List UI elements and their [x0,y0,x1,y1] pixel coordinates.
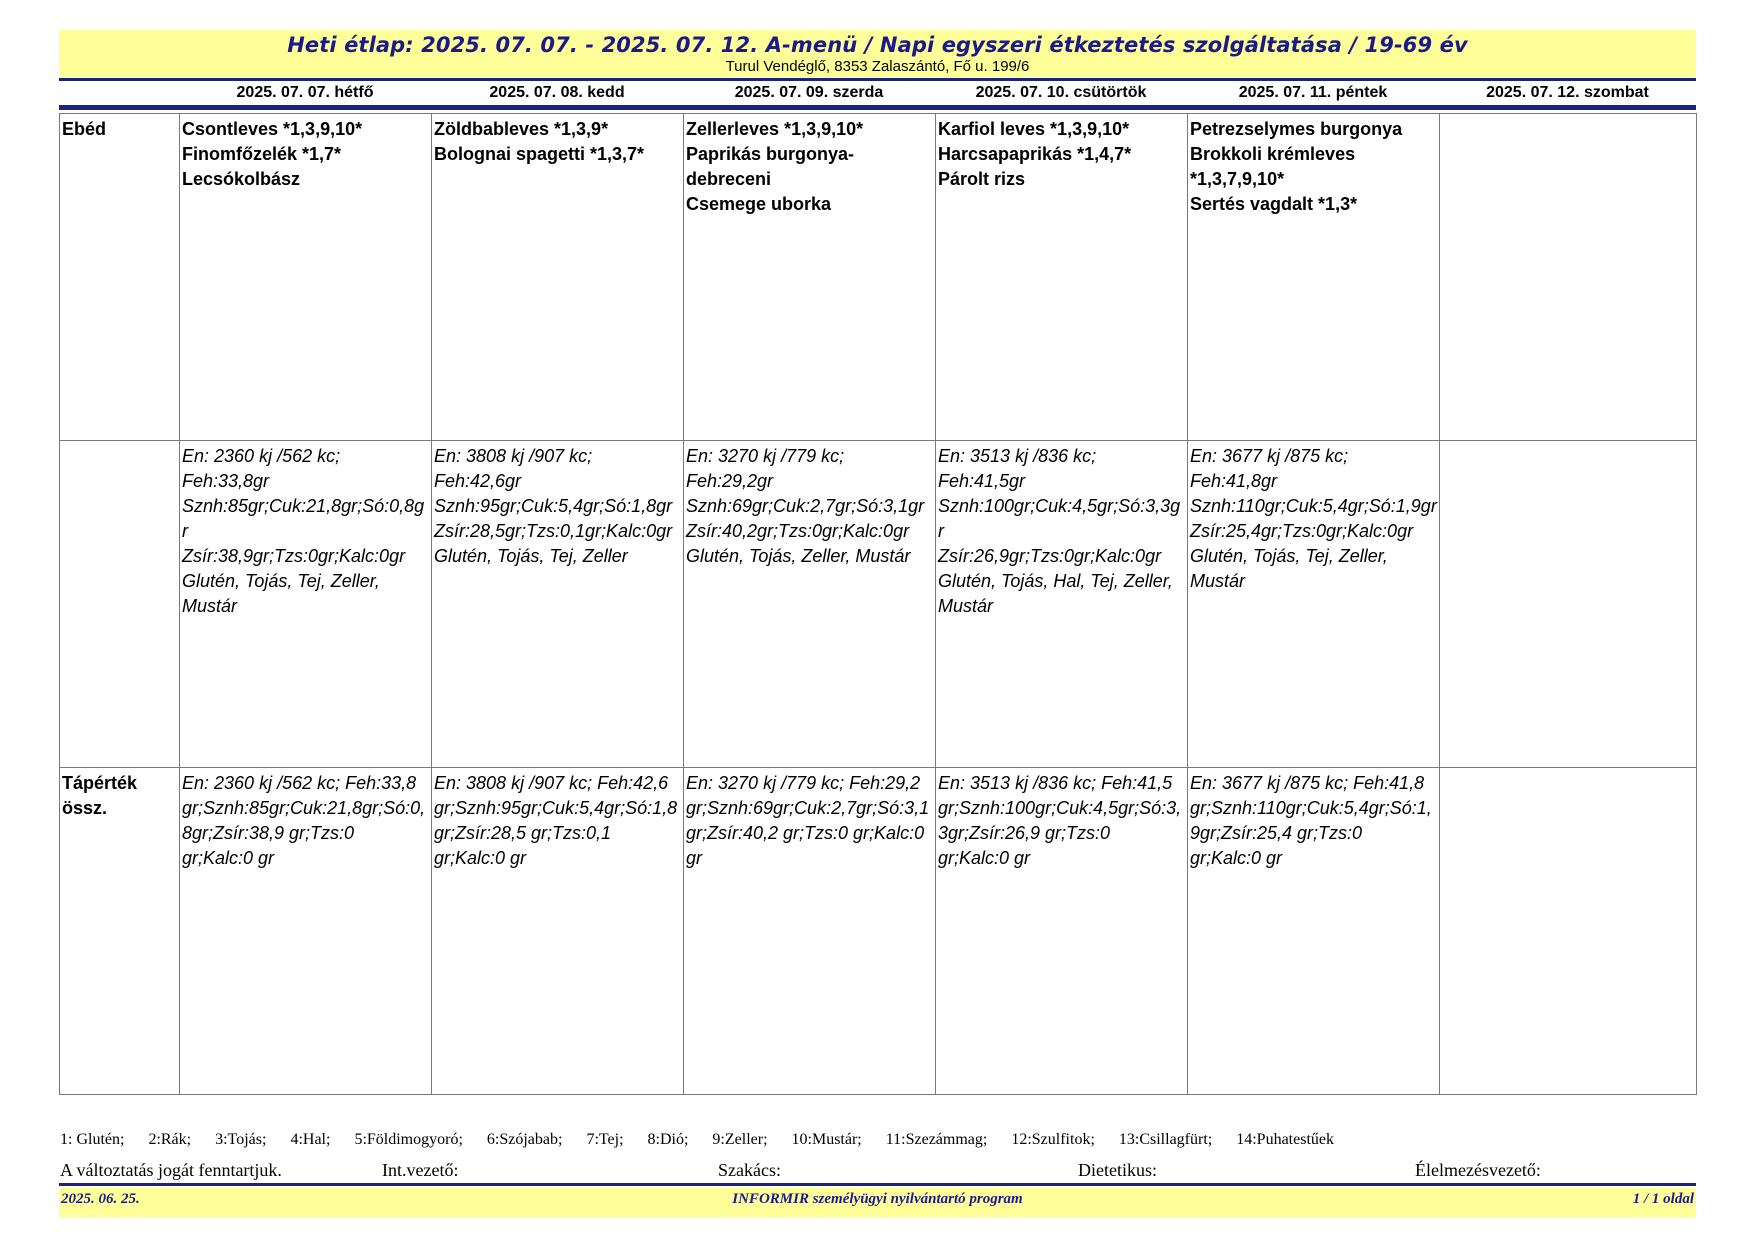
allergen-item: 1: Glutén; [60,1131,125,1148]
cell-line: Glutén, Tojás, Zeller, Mustár [686,546,911,566]
cell-line: En: 3270 kj /779 kc; Feh:29,2gr [686,446,845,491]
cell-line: En: 3677 kj /875 kc; Feh:41,8gr [1190,446,1349,491]
cell-line: En: 3513 kj /836 kc; Feh:41,5 gr;Sznh:100gr;Cuk:4,5gr;Só:3,3gr;Zsír:26,9 gr;Tzs:0 gr;Kalc:0 gr [938,773,1182,868]
dietitian-signature: Dietetikus: [1078,1160,1157,1180]
cell-line: Paprikás burgonya-debreceni [686,144,855,189]
signature-line [60,1160,1700,1182]
nutrition-cell-mon [180,441,432,768]
cell-line: En: 3677 kj /875 kc; Feh:41,8 gr;Sznh:110gr;Cuk:5,4gr;Só:1,9gr;Zsír:25,4 gr;Tzs:0 gr;Kalc:0 gr [1190,773,1432,868]
lunch-label: Ebéd [60,114,180,441]
totals-label [60,768,180,1095]
cell-line: Brokkoli krémleves *1,3,7,9,10* [1190,144,1356,189]
allergen-item: 5:Földimogyoró; [354,1131,463,1148]
menu-cell-sat [1440,114,1697,441]
catering-manager-signature: Élelmezésvezető: [1415,1160,1541,1180]
cell-line: En: 2360 kj /562 kc; Feh:33,8gr [182,446,341,491]
allergen-item: 7:Tej; [586,1131,624,1148]
lunch-row [60,114,1697,441]
day-header-wed: 2025. 07. 09. szerda [734,84,884,101]
day-header-sat: 2025. 07. 12. szombat [1486,84,1649,101]
cell-line: Glutén, Tojás, Tej, Zeller, Mustár [182,571,380,616]
cell-line: Harcsapaprikás *1,4,7* [938,144,1132,164]
nutrition-cell-thu [936,441,1188,768]
footer-program: INFORMIR személyügyi nyilvántartó program [732,1191,1023,1207]
day-header-tue: 2025. 07. 08. kedd [489,84,625,101]
allergen-item: 6:Szójabab; [486,1131,563,1148]
allergen-item: 3:Tojás; [215,1131,267,1148]
totals-label-line2: össz. [62,798,108,818]
cell-line: Párolt rizs [938,169,1026,189]
allergen-item: 4:Hal; [290,1131,331,1148]
nutrition-row [60,441,1697,768]
allergen-item: 11:Szezámmag; [885,1131,988,1148]
cell-line: Zellerleves *1,3,9,10* [686,119,864,139]
cell-line: En: 3808 kj /907 kc; Feh:42,6 gr;Sznh:95gr;Cuk:5,4gr;Só:1,8gr;Zsír:28,5 gr;Tzs:0,1 gr;Kalc:0 gr [434,773,678,868]
totals-cell-mon [180,768,432,1095]
cell-line: Glutén, Tojás, Tej, Zeller, Mustár [1190,546,1388,591]
cell-line: Sznh:85gr;Cuk:21,8gr;Só:0,8gr [182,496,425,541]
cell-line: Sznh:95gr;Cuk:5,4gr;Só:1,8gr [434,496,673,516]
allergen-item: 13:Csillagfürt; [1118,1131,1213,1148]
cell-line: Sznh:100gr;Cuk:4,5gr;Só:3,3gr [938,496,1181,541]
allergen-item: 14:Puhatestűek [1236,1131,1334,1148]
day-header-row [59,81,1696,105]
footer-divider [59,1183,1696,1186]
cell-line: Csemege uborka [686,194,832,214]
cell-line: Glutén, Tojás, Hal, Tej, Zeller, Mustár [938,571,1173,616]
nutrition-cell-sat [1440,441,1697,768]
cell-line: Sznh:110gr;Cuk:5,4gr;Só:1,9gr [1190,496,1437,516]
footer-page-number: 1 / 1 oldal [1632,1191,1694,1207]
cell-line: Lecsókolbász [182,169,301,189]
director-signature: Int.vezető: [382,1160,459,1180]
page-footer [59,1188,1696,1218]
totals-cell-tue [432,768,684,1095]
totals-cell-thu [936,768,1188,1095]
nutrition-label [60,441,180,768]
menu-table [59,113,1697,1095]
totals-row [60,768,1697,1095]
cell-line: Zsír:26,9gr;Tzs:0gr;Kalc:0gr [938,546,1162,566]
menu-cell-tue [432,114,684,441]
totals-cell-fri [1188,768,1440,1095]
cell-line: Glutén, Tojás, Tej, Zeller [434,546,628,566]
cell-line: Zsír:25,4gr;Tzs:0gr;Kalc:0gr [1190,521,1414,541]
allergen-item: 2:Rák; [148,1131,192,1148]
cell-line: En: 2360 kj /562 kc; Feh:33,8 gr;Sznh:85gr;Cuk:21,8gr;Só:0,8gr;Zsír:38,9 gr;Tzs:0 gr;Kalc:0 gr [182,773,426,868]
menu-cell-wed [684,114,936,441]
cell-line: Sertés vagdalt *1,3* [1190,194,1358,214]
footer-date: 2025. 06. 25. [61,1191,140,1207]
menu-cell-mon [180,114,432,441]
rights-reserved-note: A változtatás jogát fenntartjuk. [60,1160,282,1180]
allergen-legend [60,1131,1700,1149]
totals-label-line1: Tápérték [62,773,138,793]
cell-line: En: 3270 kj /779 kc; Feh:29,2 gr;Sznh:69gr;Cuk:2,7gr;Só:3,1gr;Zsír:40,2 gr;Tzs:0 gr;Kalc:0 gr [686,773,930,868]
totals-cell-wed [684,768,936,1095]
cook-signature: Szakács: [718,1160,781,1180]
cell-line: Zsír:40,2gr;Tzs:0gr;Kalc:0gr [686,521,910,541]
cell-line: Karfiol leves *1,3,9,10* [938,119,1130,139]
cell-line: Zsír:28,5gr;Tzs:0,1gr;Kalc:0gr [434,521,673,541]
cell-line: Bolognai spagetti *1,3,7* [434,144,645,164]
cell-line: En: 3513 kj /836 kc; Feh:41,5gr [938,446,1097,491]
nutrition-cell-tue [432,441,684,768]
menu-page [59,30,1696,1095]
cell-line: Sznh:69gr;Cuk:2,7gr;Só:3,1gr [686,496,925,516]
day-header-mon: 2025. 07. 07. hétfő [236,84,374,101]
totals-cell-sat [1440,768,1697,1095]
cell-line: Zöldbableves *1,3,9* [434,119,609,139]
menu-cell-fri [1188,114,1440,441]
day-header-divider [59,105,1696,110]
cell-line: Finomfőzelék *1,7* [182,144,342,164]
cell-line: Zsír:38,9gr;Tzs:0gr;Kalc:0gr [182,546,406,566]
page-title: Heti étlap: 2025. 07. 07. - 2025. 07. 12. A-menü / Napi egyszeri étkeztetés szolgáltatása / 19-69 év [59,30,1696,57]
allergen-item: 9:Zeller; [712,1131,768,1148]
allergen-item: 10:Mustár; [791,1131,862,1148]
day-header-fri: 2025. 07. 11. péntek [1238,84,1388,101]
allergen-item: 12:Szulfitok; [1011,1131,1095,1148]
menu-cell-thu [936,114,1188,441]
nutrition-cell-wed [684,441,936,768]
day-header-thu: 2025. 07. 10. csütörtök [975,84,1147,101]
allergen-item: 8:Dió; [647,1131,689,1148]
cell-line: Csontleves *1,3,9,10* [182,119,363,139]
cell-line: Petrezselymes burgonya [1190,119,1403,139]
nutrition-cell-fri [1188,441,1440,768]
restaurant-address: Turul Vendéglő, 8353 Zalaszántó, Fő u. 199/6 [59,57,1696,78]
cell-line: En: 3808 kj /907 kc; Feh:42,6gr [434,446,593,491]
